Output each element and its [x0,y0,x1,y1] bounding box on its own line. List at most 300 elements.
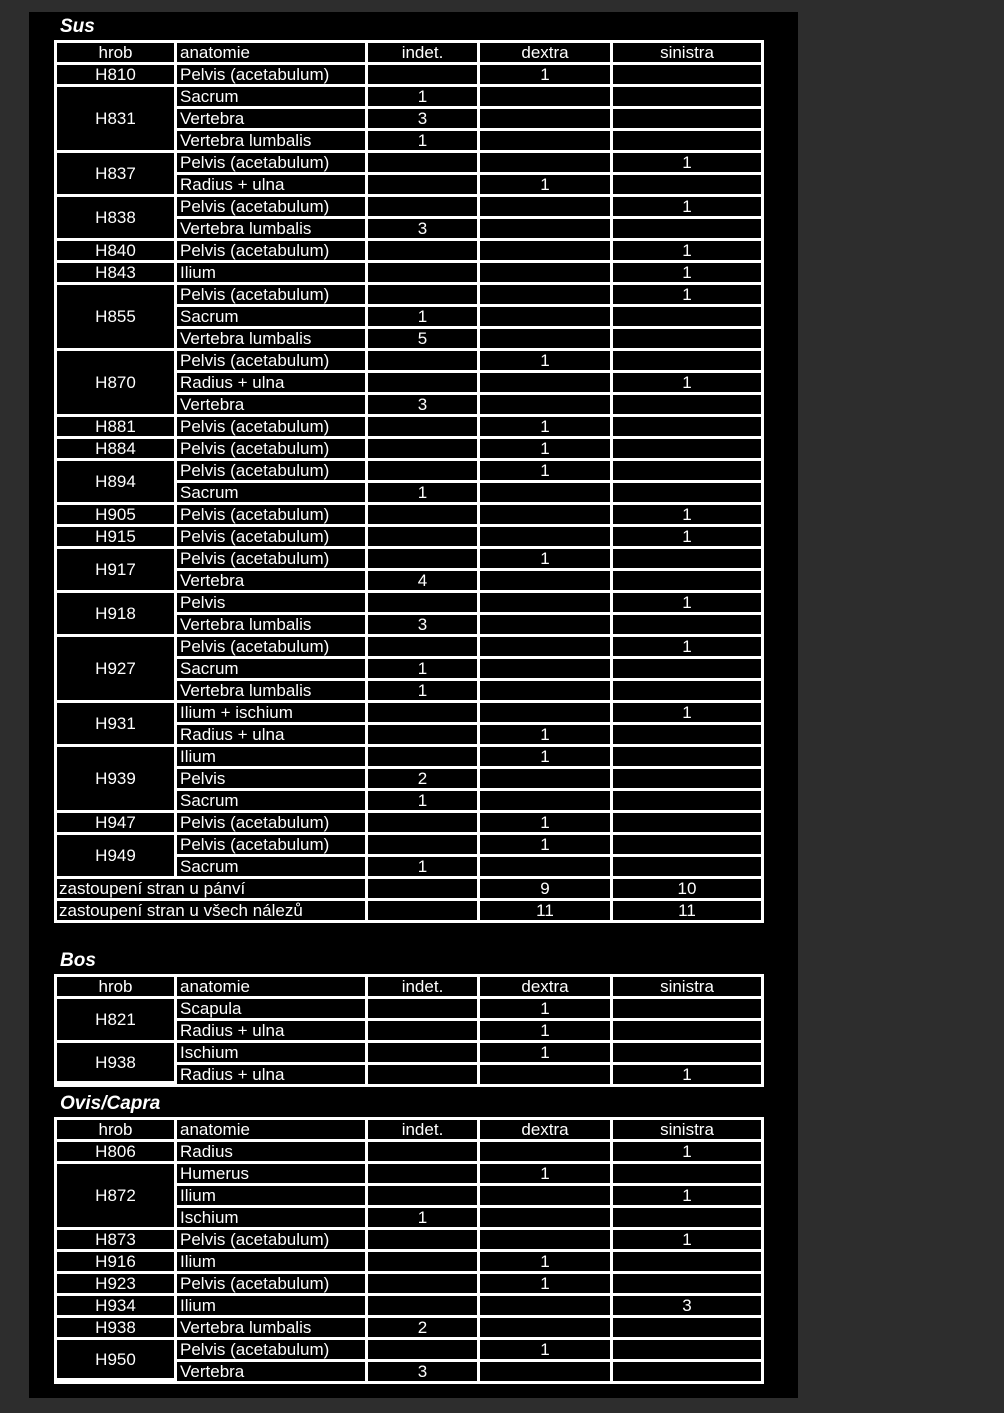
column-header-hrob: hrob [57,1120,177,1142]
dextra-cell [480,527,613,549]
sinistra-cell [613,999,761,1021]
anatomie-cell: Ilium [177,1186,368,1208]
indet-cell [368,417,480,439]
sinistra-cell [613,395,761,417]
anatomie-cell: Vertebra lumbalis [177,1318,368,1340]
dextra-cell [480,571,613,593]
anatomie-cell: Vertebra [177,109,368,131]
table-row [57,1043,761,1065]
indet-cell [368,285,480,307]
sinistra-cell [613,87,761,109]
table-row [57,747,761,769]
anatomie-cell: Vertebra [177,395,368,417]
sinistra-cell [613,1340,761,1362]
dextra-cell: 1 [480,1274,613,1296]
table-row [57,637,761,659]
summary-row [57,879,761,901]
dextra-cell [480,395,613,417]
anatomie-cell: Sacrum [177,87,368,109]
dextra-cell: 1 [480,1021,613,1043]
dextra-cell: 1 [480,1340,613,1362]
indet-cell: 1 [368,483,480,505]
dextra-cell [480,87,613,109]
sinistra-cell: 1 [613,373,761,395]
sinistra-cell: 1 [613,285,761,307]
anatomie-cell: Vertebra [177,571,368,593]
hrob-cell: H840 [57,241,177,263]
anatomie-cell: Ischium [177,1043,368,1065]
indet-cell [368,461,480,483]
anatomie-cell: Vertebra [177,1362,368,1381]
anatomie-cell: Humerus [177,1164,368,1186]
anatomie-cell: Ischium [177,1208,368,1230]
section-title-ovis-capra: Ovis/Capra [60,1093,161,1114]
sinistra-cell [613,131,761,153]
indet-cell [368,197,480,219]
anatomie-cell: Radius + ulna [177,373,368,395]
anatomie-cell: Pelvis (acetabulum) [177,241,368,263]
table-row [57,153,761,175]
dextra-cell: 1 [480,813,613,835]
anatomie-cell: Pelvis (acetabulum) [177,417,368,439]
anatomie-cell: Pelvis [177,769,368,791]
sinistra-cell: 1 [613,263,761,285]
indet-cell [368,835,480,857]
anatomie-cell: Radius + ulna [177,175,368,197]
dextra-cell [480,373,613,395]
hrob-cell: H838 [57,197,177,241]
dextra-cell [480,1142,613,1164]
dextra-cell: 1 [480,175,613,197]
dextra-cell [480,263,613,285]
table-row [57,527,761,549]
table-ovis-capra [54,1117,764,1384]
dextra-cell: 1 [480,999,613,1021]
dextra-cell: 1 [480,351,613,373]
sinistra-cell: 1 [613,1186,761,1208]
sinistra-cell [613,813,761,835]
table-row [57,461,761,483]
dextra-cell [480,505,613,527]
indet-cell [368,1340,480,1362]
sinistra-cell: 3 [613,1296,761,1318]
table-row [57,999,761,1021]
indet-cell [368,1252,480,1274]
table-row [57,505,761,527]
indet-cell: 1 [368,1208,480,1230]
sinistra-cell [613,681,761,703]
hrob-cell: H870 [57,351,177,417]
indet-cell: 1 [368,681,480,703]
indet-cell: 1 [368,659,480,681]
indet-cell [368,505,480,527]
sinistra-cell [613,857,761,879]
dextra-cell [480,593,613,615]
sinistra-cell [613,1274,761,1296]
dextra-cell: 1 [480,725,613,747]
anatomie-cell: Vertebra lumbalis [177,329,368,351]
indet-cell: 2 [368,769,480,791]
anatomie-cell: Sacrum [177,659,368,681]
sinistra-cell [613,307,761,329]
column-header-hrob: hrob [57,977,177,999]
hrob-cell: H884 [57,439,177,461]
hrob-cell: H821 [57,999,177,1043]
table-row [57,439,761,461]
hrob-cell: H843 [57,263,177,285]
summary-row [57,901,761,920]
indet-cell [368,703,480,725]
header-row [57,43,761,65]
sinistra-cell [613,725,761,747]
dextra-cell [480,483,613,505]
dextra-cell: 1 [480,549,613,571]
indet-cell [368,373,480,395]
indet-cell [368,999,480,1021]
dextra-cell [480,197,613,219]
column-header-indet: indet. [368,1120,480,1142]
dextra-cell [480,109,613,131]
indet-cell [368,175,480,197]
table-row [57,813,761,835]
hrob-cell: H855 [57,285,177,351]
sinistra-cell: 1 [613,153,761,175]
section-title-sus: Sus [60,16,95,37]
dextra-cell [480,307,613,329]
anatomie-cell: Ilium [177,1252,368,1274]
indet-cell: 1 [368,307,480,329]
indet-cell: 4 [368,571,480,593]
dextra-cell [480,703,613,725]
sinistra-cell [613,1252,761,1274]
indet-cell [368,593,480,615]
table-row [57,87,761,109]
table-row [57,1230,761,1252]
dextra-cell [480,1065,613,1084]
anatomie-cell: Sacrum [177,307,368,329]
dextra-cell [480,615,613,637]
anatomie-cell: Pelvis (acetabulum) [177,505,368,527]
anatomie-cell: Pelvis (acetabulum) [177,835,368,857]
sinistra-cell [613,571,761,593]
sinistra-cell: 1 [613,703,761,725]
sinistra-cell [613,65,761,87]
dextra-cell [480,1362,613,1381]
sinistra-cell [613,769,761,791]
indet-cell [368,527,480,549]
column-header-hrob: hrob [57,43,177,65]
anatomie-cell: Pelvis (acetabulum) [177,439,368,461]
indet-cell [368,725,480,747]
indet-cell [368,1142,480,1164]
table-row [57,593,761,615]
table-row [57,1274,761,1296]
sinistra-cell [613,549,761,571]
table-row [57,1252,761,1274]
dextra-cell: 1 [480,1252,613,1274]
sinistra-cell: 1 [613,1142,761,1164]
table-row [57,351,761,373]
column-header-dextra: dextra [480,1120,613,1142]
table-row [57,1142,761,1164]
anatomie-cell: Pelvis [177,593,368,615]
dextra-cell: 9 [480,879,613,901]
column-header-anatomie: anatomie [177,1120,368,1142]
indet-cell: 1 [368,87,480,109]
hrob-cell: H947 [57,813,177,835]
table-row [57,1164,761,1186]
dextra-cell: 1 [480,417,613,439]
hrob-cell: H831 [57,87,177,153]
anatomie-cell: Pelvis (acetabulum) [177,813,368,835]
anatomie-cell: Ilium + ischium [177,703,368,725]
indet-cell: 3 [368,395,480,417]
anatomie-cell: Sacrum [177,857,368,879]
dextra-cell [480,1296,613,1318]
hrob-cell: H915 [57,527,177,549]
anatomie-cell: Pelvis (acetabulum) [177,1274,368,1296]
table-row [57,285,761,307]
sinistra-cell [613,747,761,769]
anatomie-cell: Pelvis (acetabulum) [177,65,368,87]
table-row [57,549,761,571]
anatomie-cell: Pelvis (acetabulum) [177,351,368,373]
summary-label: zastoupení stran u pánví [57,879,368,901]
anatomie-cell: Vertebra lumbalis [177,131,368,153]
indet-cell [368,1296,480,1318]
column-header-dextra: dextra [480,43,613,65]
column-header-sinistra: sinistra [613,977,761,999]
table-sus [54,40,764,923]
hrob-cell: H939 [57,747,177,813]
dextra-cell: 1 [480,835,613,857]
indet-cell: 3 [368,615,480,637]
indet-cell [368,637,480,659]
sinistra-cell [613,1043,761,1065]
indet-cell [368,1230,480,1252]
sinistra-cell: 10 [613,879,761,901]
indet-cell [368,65,480,87]
dextra-cell: 1 [480,439,613,461]
sinistra-cell: 1 [613,637,761,659]
indet-cell: 1 [368,131,480,153]
table-row [57,417,761,439]
dextra-cell [480,1230,613,1252]
indet-cell [368,351,480,373]
dextra-cell: 1 [480,1043,613,1065]
dextra-cell [480,329,613,351]
hrob-cell: H938 [57,1043,177,1084]
sinistra-cell [613,351,761,373]
indet-cell [368,263,480,285]
column-header-anatomie: anatomie [177,977,368,999]
anatomie-cell: Pelvis (acetabulum) [177,461,368,483]
section-title-bos: Bos [60,950,96,971]
indet-cell [368,241,480,263]
anatomie-cell: Radius + ulna [177,1065,368,1084]
column-header-indet: indet. [368,43,480,65]
sinistra-cell [613,1318,761,1340]
indet-cell [368,879,480,901]
indet-cell: 5 [368,329,480,351]
table-row [57,835,761,857]
dextra-cell [480,285,613,307]
anatomie-cell: Ilium [177,1296,368,1318]
hrob-cell: H927 [57,637,177,703]
table-bos [54,974,764,1087]
anatomie-cell: Pelvis (acetabulum) [177,285,368,307]
sinistra-cell [613,483,761,505]
table-row [57,1340,761,1362]
indet-cell: 1 [368,791,480,813]
dextra-cell [480,857,613,879]
table-row [57,263,761,285]
dextra-cell [480,241,613,263]
indet-cell [368,1164,480,1186]
table-row [57,65,761,87]
summary-label: zastoupení stran u všech nálezů [57,901,368,920]
anatomie-cell: Radius + ulna [177,725,368,747]
dextra-cell: 1 [480,1164,613,1186]
dextra-cell [480,681,613,703]
indet-cell [368,1186,480,1208]
table-row [57,1296,761,1318]
indet-cell [368,1274,480,1296]
indet-cell [368,549,480,571]
hrob-cell: H917 [57,549,177,593]
sinistra-cell [613,1021,761,1043]
anatomie-cell: Pelvis (acetabulum) [177,549,368,571]
dextra-cell [480,153,613,175]
table-row [57,703,761,725]
dextra-cell [480,1318,613,1340]
hrob-cell: H931 [57,703,177,747]
hrob-cell: H950 [57,1340,177,1381]
indet-cell [368,439,480,461]
hrob-cell: H872 [57,1164,177,1230]
dextra-cell [480,791,613,813]
sinistra-cell: 1 [613,241,761,263]
dextra-cell: 1 [480,461,613,483]
hrob-cell: H873 [57,1230,177,1252]
anatomie-cell: Radius + ulna [177,1021,368,1043]
anatomie-cell: Sacrum [177,483,368,505]
sinistra-cell: 1 [613,197,761,219]
hrob-cell: H806 [57,1142,177,1164]
dextra-cell [480,769,613,791]
document-page [29,12,798,1398]
indet-cell [368,813,480,835]
indet-cell [368,1065,480,1084]
sinistra-cell: 1 [613,505,761,527]
dextra-cell: 11 [480,901,613,920]
indet-cell: 1 [368,857,480,879]
anatomie-cell: Ilium [177,747,368,769]
indet-cell [368,747,480,769]
indet-cell: 3 [368,219,480,241]
anatomie-cell: Pelvis (acetabulum) [177,637,368,659]
table-row [57,197,761,219]
indet-cell [368,901,480,920]
hrob-cell: H918 [57,593,177,637]
sinistra-cell [613,659,761,681]
hrob-cell: H923 [57,1274,177,1296]
hrob-cell: H837 [57,153,177,197]
sinistra-cell [613,109,761,131]
anatomie-cell: Vertebra lumbalis [177,681,368,703]
sinistra-cell [613,175,761,197]
sinistra-cell: 1 [613,1230,761,1252]
hrob-cell: H894 [57,461,177,505]
anatomie-cell: Scapula [177,999,368,1021]
sinistra-cell: 11 [678,901,696,920]
sinistra-cell [613,1208,761,1230]
sinistra-cell: 1 [613,593,761,615]
table-row [57,241,761,263]
sinistra-cell [613,219,761,241]
indet-cell: 3 [368,109,480,131]
dextra-cell [480,131,613,153]
indet-cell: 2 [368,1318,480,1340]
indet-cell: 3 [368,1362,480,1381]
header-row [57,977,761,999]
anatomie-cell: Radius [177,1142,368,1164]
anatomie-cell: Pelvis (acetabulum) [177,527,368,549]
sinistra-cell: 1 [613,527,761,549]
sinistra-cell [613,329,761,351]
dextra-cell: 1 [480,747,613,769]
dextra-cell [480,1208,613,1230]
hrob-cell: H881 [57,417,177,439]
column-header-sinistra: sinistra [613,1120,761,1142]
anatomie-cell: Pelvis (acetabulum) [177,153,368,175]
hrob-cell: H938 [57,1318,177,1340]
indet-cell [368,153,480,175]
dextra-cell [480,1186,613,1208]
dextra-cell [480,219,613,241]
table-row [57,1318,761,1340]
dextra-cell [480,659,613,681]
dextra-cell: 1 [480,65,613,87]
sinistra-cell [613,1362,761,1381]
indet-cell [368,1043,480,1065]
column-header-sinistra: sinistra [613,43,761,65]
indet-cell [368,1021,480,1043]
column-header-indet: indet. [368,977,480,999]
anatomie-cell: Ilium [177,263,368,285]
hrob-cell: H949 [57,835,177,879]
sinistra-cell [613,417,761,439]
sinistra-cell [613,615,761,637]
anatomie-cell: Vertebra lumbalis [177,615,368,637]
sinistra-cell [613,439,761,461]
anatomie-cell: Sacrum [177,791,368,813]
sinistra-cell [613,1164,761,1186]
hrob-cell: H810 [57,65,177,87]
hrob-cell: H905 [57,505,177,527]
anatomie-cell: Vertebra lumbalis [177,219,368,241]
sinistra-cell: 1 [682,1065,692,1084]
sinistra-cell [613,835,761,857]
sinistra-cell [613,461,761,483]
dextra-cell [480,637,613,659]
sinistra-cell [613,791,761,813]
anatomie-cell: Pelvis (acetabulum) [177,197,368,219]
anatomie-cell: Pelvis (acetabulum) [177,1230,368,1252]
hrob-cell: H916 [57,1252,177,1274]
column-header-anatomie: anatomie [177,43,368,65]
anatomie-cell: Pelvis (acetabulum) [177,1340,368,1362]
